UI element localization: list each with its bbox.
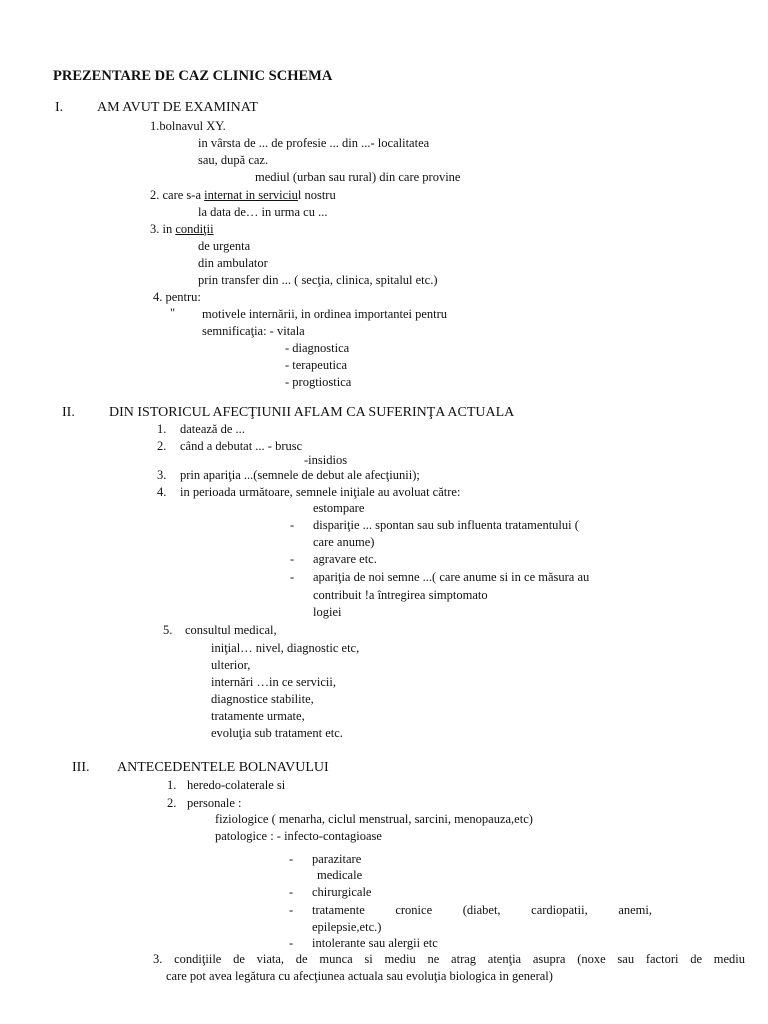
list-item: tratamente urmate, xyxy=(211,709,305,723)
section-1-line xyxy=(150,188,336,203)
list-item: in perioada următoare, semnele iniţiale au avoluat către: xyxy=(180,485,461,499)
list-item: diagnostice stabilite, xyxy=(211,692,314,706)
list-item: medicale xyxy=(317,868,363,882)
list-item: personale : xyxy=(187,796,242,810)
list-dash: - xyxy=(290,570,295,584)
section-1-line: - progtiostica xyxy=(285,375,352,389)
list-item: care pot avea legătura cu afecţiunea actuala sau evoluţia biologica in general) xyxy=(166,969,553,983)
section-1-line: 1.bolnavul XY. xyxy=(150,119,226,133)
section-1-line: motivele internării, in ordinea importantei pentru xyxy=(202,307,448,321)
list-number: 2. xyxy=(167,796,177,810)
list-item: parazitare xyxy=(312,852,362,866)
quote-mark: " xyxy=(170,306,176,320)
list-item: ulterior, xyxy=(211,658,251,672)
list-item: epilepsie,etc.) xyxy=(312,920,382,934)
list-item: fiziologice ( menarha, ciclul menstrual, sarcini, menopauza,etc) xyxy=(215,812,533,826)
list-item: patologice : - infecto-contagioase xyxy=(215,829,382,843)
line-text: l nostru xyxy=(297,188,336,202)
list-item: tratamente cronice (diabet, cardiopatii, anemi, xyxy=(312,903,652,917)
list-item: evoluţia sub tratament etc. xyxy=(211,726,343,740)
list-item: internări …in ce servicii, xyxy=(211,675,336,689)
section-1-line: - diagnostica xyxy=(285,341,350,355)
list-item: chirurgicale xyxy=(312,885,372,899)
section-1-number: I. xyxy=(55,100,64,115)
section-1-line: de urgenta xyxy=(198,239,251,253)
list-number: 5. xyxy=(163,623,173,637)
list-dash: - xyxy=(290,518,295,532)
list-number: 1. xyxy=(167,778,177,792)
line-text: 2. care s-a xyxy=(150,188,205,202)
list-item: când a debutat ... - brusc xyxy=(180,439,303,453)
section-1-line: din ambulator xyxy=(198,256,268,270)
section-3-heading: ANTECEDENTELE BOLNAVULUI xyxy=(117,760,329,775)
underlined-text: condiţii xyxy=(175,222,214,236)
list-item: contribuit !a întregirea simptomato xyxy=(313,588,488,602)
list-dash: - xyxy=(289,885,294,899)
list-number: 3. xyxy=(157,468,167,482)
section-1-line: prin transfer din ... ( secţia, clinica, spitalul etc.) xyxy=(198,273,438,287)
list-item: dispariţie ... spontan sau sub influenta tratamentului ( xyxy=(313,518,579,532)
section-1-line: mediul (urban sau rural) din care provine xyxy=(255,170,461,184)
section-2-number: II. xyxy=(62,405,75,420)
list-dash: - xyxy=(290,552,295,566)
list-number: 2. xyxy=(157,439,167,453)
section-1-line: in vârsta de ... de profesie ... din ...- localitatea xyxy=(198,136,430,150)
list-dash: - xyxy=(289,903,294,917)
list-item: datează de ... xyxy=(180,422,245,436)
section-1-line: sau, după caz. xyxy=(198,153,269,167)
list-item: prin apariţia ...(semnele de debut ale afecţiunii); xyxy=(180,468,420,482)
list-item: heredo-colaterale si xyxy=(187,778,286,792)
list-item: consultul medical, xyxy=(185,623,277,637)
section-1-line: la data de… in urma cu ... xyxy=(198,205,328,219)
section-1-line: - terapeutica xyxy=(285,358,348,372)
list-item: intolerante sau alergii etc xyxy=(312,936,438,950)
underlined-text: internat in serviciu xyxy=(204,188,298,202)
list-number: 1. xyxy=(157,422,167,436)
list-item: -insidios xyxy=(304,453,348,467)
section-2-heading: DIN ISTORICUL AFECŢIUNII AFLAM CA SUFERINŢA ACTUALA xyxy=(109,405,515,420)
section-1-line: semnificaţia: - vitala xyxy=(202,324,305,338)
list-item: logiei xyxy=(313,605,342,619)
section-1-line: 4. pentru: xyxy=(153,290,201,304)
list-item: iniţial… nivel, diagnostic etc, xyxy=(211,641,360,655)
list-number: 4. xyxy=(157,485,167,499)
section-1-line xyxy=(150,222,214,237)
list-item: apariţia de noi semne ...( care anume si in ce măsura au xyxy=(313,570,590,584)
line-text: 3. in xyxy=(150,222,176,236)
list-dash: - xyxy=(289,936,294,950)
section-1-heading: AM AVUT DE EXAMINAT xyxy=(97,100,258,115)
list-item: estompare xyxy=(313,501,365,515)
section-3-number: III. xyxy=(72,760,90,775)
list-item: care anume) xyxy=(313,535,375,549)
list-item: 3. condiţiile de viata, de munca si mediu ne atrag atenţia asupra (noxe sau factori de mediu xyxy=(153,952,745,966)
page-title: PREZENTARE DE CAZ CLINIC SCHEMA xyxy=(53,68,333,84)
list-item: agravare etc. xyxy=(313,552,377,566)
list-dash: - xyxy=(289,852,294,866)
